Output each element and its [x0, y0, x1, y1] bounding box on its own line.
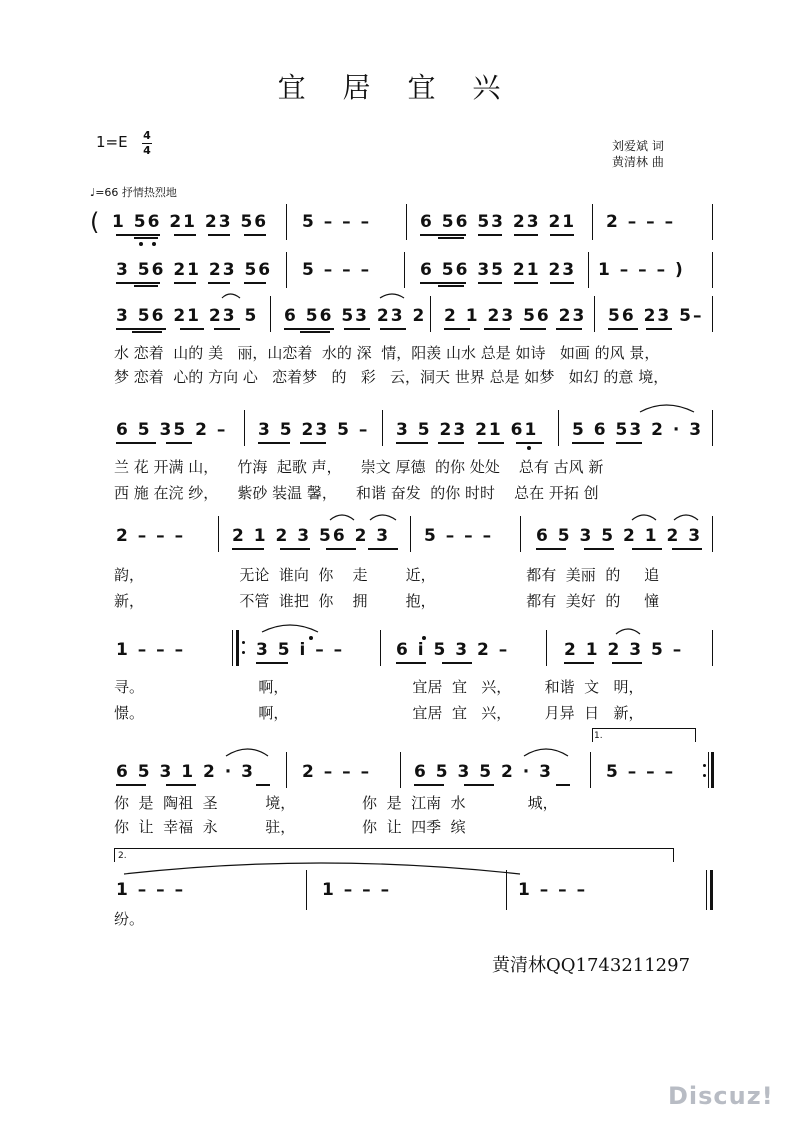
key-signature: 1=E — [96, 133, 128, 151]
measure: 5 – – – — [424, 526, 494, 546]
time-sig-top: 4 — [143, 129, 151, 142]
lyric-line: 纷。 — [114, 910, 145, 928]
lyric-line: 韵， 无论 谁向 你 走 近， 都有 美丽 的 追 — [114, 566, 660, 584]
measure: 2 – – – — [116, 526, 186, 546]
measure: 6 56 53 23 2 — [284, 306, 427, 326]
open-paren: ( — [90, 208, 102, 236]
slur — [524, 749, 568, 756]
measure: 6 56 35 21 23 — [420, 260, 577, 280]
measure: 6 56 53 23 21 — [420, 212, 577, 232]
slur — [330, 515, 354, 520]
slur — [380, 294, 404, 298]
measure: 6 5 3 5 2 1 2 3 — [536, 526, 703, 546]
slur — [640, 405, 694, 412]
measure: 5 – – – — [302, 212, 372, 232]
slur — [226, 749, 268, 756]
measure: 6 5 35 2 – — [116, 420, 228, 440]
slur — [222, 294, 240, 298]
measure: 3 56 21 23 5 — [116, 306, 259, 326]
measure: 5 – – – — [606, 762, 676, 782]
lyric-line: 水 恋着 山的 美 丽，山恋着 水的 深 情，阳羡 山水 总是 如诗 如画 的风 景， — [114, 344, 660, 362]
author-signature: 黄清林QQ1743211297 — [492, 955, 691, 976]
slur — [616, 629, 640, 634]
slur — [370, 515, 396, 520]
volta-second-label: 2. — [118, 851, 127, 861]
measure: 3 56 21 23 56 — [116, 260, 273, 280]
measure: 6 5 3 5 2 · 3 — [414, 762, 553, 782]
volta-first-label: 1. — [594, 731, 603, 741]
measure: 2 1 23 56 23 — [444, 306, 587, 326]
measure: 56 23 5– — [608, 306, 704, 326]
slur — [262, 625, 318, 632]
song-title: 宜 居 宜 兴 — [277, 71, 515, 104]
slur — [674, 515, 698, 520]
measure: 1 56 21 23 56 — [112, 212, 269, 232]
tempo-marking: ♩=66 抒情热烈地 — [90, 186, 177, 199]
measure: 1 – – – — [322, 880, 392, 900]
lyric-line: 憬。 啊， 宜居 宜 兴， 月异 日 新， — [114, 704, 644, 722]
measure: 2 1 2 3 5 – — [564, 640, 684, 660]
watermark: Discuz! — [668, 1082, 774, 1110]
composer-credit: 黄清林 曲 — [612, 155, 664, 169]
slur — [632, 515, 656, 520]
measure: 2 – – – — [606, 212, 676, 232]
lyric-line: 兰 花 开满 山， 竹海 起歌 声， 崇文 厚德 的你 处处 总有 古风 新 — [114, 458, 604, 476]
lyric-line: 西 施 在浣 纱， 紫砂 装温 馨， 和谐 奋发 的你 时时 总在 开拓 创 — [114, 484, 599, 502]
lyric-line: 你 让 幸福 永 驻， 你 让 四季 缤 — [114, 818, 466, 836]
measure: 1 – – – — [116, 640, 186, 660]
measure: 5 6 53 2 · 3 — [572, 420, 704, 440]
measure: 5 – – – — [302, 260, 372, 280]
lyric-line: 新， 不管 谁把 你 拥 抱， 都有 美好 的 憧 — [114, 592, 660, 610]
measure: 3 5 23 21 61 — [396, 420, 539, 440]
measure: 6 i 5 3 2 – — [396, 640, 510, 660]
lyricist-credit: 刘爱斌 词 — [612, 139, 664, 153]
lyric-line: 你 是 陶祖 圣 境， 你 是 江南 水 城， — [114, 794, 558, 812]
measure: 3 5 i – – — [256, 640, 345, 660]
measure: 3 5 23 5 – — [258, 420, 370, 440]
measure: 2 – – – — [302, 762, 372, 782]
measure: 1 – – – ) — [598, 260, 685, 280]
lyric-line: 寻。 啊， 宜居 宜 兴， 和谐 文 明， — [114, 678, 644, 696]
time-sig-bottom: 4 — [143, 144, 151, 157]
measure: 6 5 3 1 2 · 3 — [116, 762, 255, 782]
tie — [124, 863, 520, 874]
measure: 2 1 2 3 56 2 3 — [232, 526, 391, 546]
lyric-line: 梦 恋着 心的 方向 心 恋着梦 的 彩 云，洞天 世界 总是 如梦 如幻 的意 境， — [114, 368, 669, 386]
measure: 1 – – – — [116, 880, 186, 900]
measure: 1 – – – — [518, 880, 588, 900]
